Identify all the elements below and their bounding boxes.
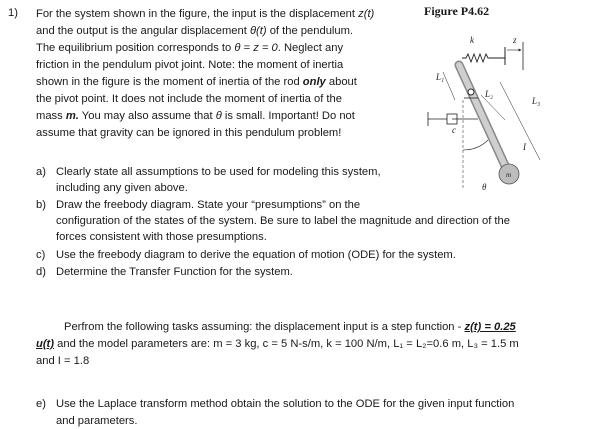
pendulum-rod	[459, 65, 507, 170]
text-run: u(t)	[36, 338, 55, 350]
list-label: a)	[36, 166, 46, 178]
text-run: shown in the figure is the moment of inertia of the rod	[36, 76, 303, 88]
problem-number: 1)	[8, 7, 18, 19]
text-run: and parameters.	[56, 415, 138, 427]
pivot-icon	[468, 89, 474, 95]
text-run: configuration of the states of the system. Be sure to label the magnitude and direction of the	[56, 215, 510, 227]
figure-title: Figure P4.62	[424, 4, 490, 18]
label-z: z	[513, 35, 517, 45]
text-run: z(t)	[358, 8, 375, 20]
text-run: . Neglect any	[277, 42, 344, 54]
text-run: m.	[65, 110, 79, 122]
label-k: k	[470, 35, 474, 45]
text-run: mass	[36, 110, 66, 122]
label-theta: θ	[482, 182, 487, 192]
text-run: Perfrom the following tasks assuming: the displacement input is a step function -	[64, 321, 465, 333]
text-run: about	[325, 76, 357, 88]
label-l2: L₂	[485, 89, 494, 99]
text-run: The equilibrium position corresponds to	[36, 42, 235, 54]
text-run: and the model parameters are: m = 3 kg, c = 5 N-s/m, k = 100 N/m, L₁ = L₂=0.6 m, L₃ = 1.5 m	[54, 338, 519, 350]
text-run: Use the freebody diagram to derive the equation of motion (ODE) for the system.	[56, 249, 456, 261]
text-run: of the pendulum.	[266, 25, 354, 37]
text-run: the pivot point. It does not include the moment of inertia of the	[36, 93, 342, 105]
label-c: c	[452, 125, 456, 135]
text-run: For the system shown in the figure, the input is the displacement	[36, 8, 359, 20]
text-run: θ(t)	[249, 25, 267, 37]
text-run: and the output is the angular displacement	[36, 25, 250, 37]
text-run: Determine the Transfer Function for the system.	[56, 266, 293, 278]
label-l3: L₃	[532, 96, 541, 106]
text-run: assume that gravity can be ignored in this pendulum problem!	[36, 127, 342, 139]
list-label: d)	[36, 266, 46, 278]
list-label: b)	[36, 199, 46, 211]
text-run: friction in the pendulum pivot joint. Note: the moment of inertia	[36, 59, 344, 71]
text-run: Draw the freebody diagram. State your “presumptions” on the	[56, 199, 361, 211]
damper-icon	[428, 112, 478, 126]
text-run: z(t) = 0.25	[464, 321, 516, 333]
theta-arc	[463, 140, 488, 150]
text-run: Clearly state all assumptions to be used for modeling this system,	[56, 166, 381, 178]
l1-dimension	[443, 72, 455, 100]
text-run: Use the Laplace transform method obtain the solution to the ODE for the given input function	[56, 398, 515, 410]
label-i: I	[523, 142, 526, 152]
list-label: c)	[36, 249, 46, 261]
label-m: m	[506, 171, 512, 179]
text-run: θ = z = 0	[234, 42, 278, 54]
l3-dimension	[500, 82, 540, 160]
label-l1: L₁	[436, 72, 445, 82]
text-run: only	[302, 76, 326, 88]
list-label: e)	[36, 398, 46, 410]
text-run: and I = 1.8	[36, 355, 90, 367]
text-run: forces consistent with those presumptions.	[56, 231, 267, 243]
spring-icon	[462, 54, 505, 62]
text-run: θ	[215, 110, 222, 122]
text-run: You may also assume that	[78, 110, 216, 122]
text-run: is small. Important! Do not	[221, 110, 355, 122]
text-run: including any given above.	[56, 182, 188, 194]
